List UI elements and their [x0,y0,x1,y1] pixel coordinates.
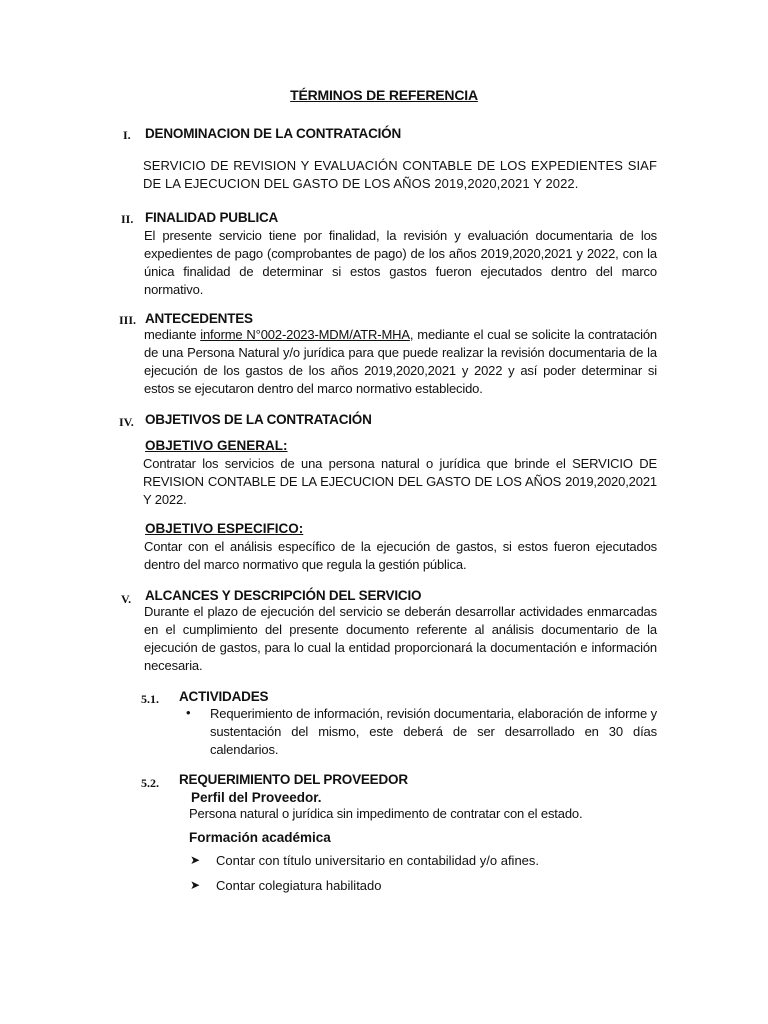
section-number: III. [119,313,137,327]
section-body: El presente servicio tiene por finalidad, la revisión y evaluación documentaria de los expedientes de pago (comprobantes de pago) de los años 2019,2020,2021 y 2022, con la única finalidad de determinar si estos gastos fueron ejecutados dentro del marco normativo. [144,228,657,297]
subsection-number: 5.2. [141,776,159,790]
section-heading: ANTECEDENTES [145,311,253,326]
list-item-text: Contar con título universitario en contabilidad y/o afines. [216,853,540,868]
objetivo-especifico-heading: OBJETIVO ESPECIFICO: [145,521,304,536]
subsection-number: 5.1. [141,692,159,706]
list-item [190,878,657,893]
bullet-icon: • [186,705,191,720]
section-number: II. [121,212,134,226]
perfil-body: Persona natural o jurídica sin impedimento de contratar con el estado. [189,806,583,821]
section-heading: ALCANCES Y DESCRIPCIÓN DEL SERVICIO [145,588,422,603]
objetivo-general-body: Contratar los servicios de una persona natural o jurídica que brinde el SERVICIO DE REVISION CONTABLE DE LA EJECUCION DEL GASTO DE LOS AÑOS 2019,2020,2021 Y 2022. [143,456,657,507]
section-heading: FINALIDAD PUBLICA [145,210,279,225]
informe-reference-link[interactable]: informe N°002-2023-MDM/ATR-MHA [200,327,410,342]
list-item-text: Contar colegiatura habilitado [216,878,382,893]
body-text: , mediante el cual se solicite la contratación de una Persona Natural y/o jurídica para que puede realizar la revisión documentaria de la ejecución de los gastos de los años 2019,2020,2021 y 2022 y así poder determinar si estos se ejecutaron dentro del marco normativo establecido. [144,327,657,396]
list-item [190,853,657,868]
body-text: mediante [144,327,201,342]
arrow-bullet-icon: ➤ [190,878,201,892]
section-number: IV. [119,415,134,429]
section-heading: OBJETIVOS DE LA CONTRATACIÓN [145,412,372,427]
objetivo-general-heading: OBJETIVO GENERAL: [145,438,288,453]
section-heading: DENOMINACION DE LA CONTRATACIÓN [145,126,402,141]
document-title: TÉRMINOS DE REFERENCIA [290,87,478,103]
formacion-heading: Formación académica [189,830,331,845]
objetivo-especifico-body: Contar con el análisis específico de la ejecución de gastos, si estos fueron ejecutados dentro del marco normativo que regula la gestión pública. [144,539,657,572]
section-body: Durante el plazo de ejecución del servicio se deberán desarrollar actividades enmarcadas en el cumplimiento del presente documento referente al análisis documentario de la ejecución de gastos, para lo cual la entidad proporcionará la documentación e información necesaria. [144,604,657,673]
list-item-text: Requerimiento de información, revisión documentaria, elaboración de informe y sustentación del mismo, este deberá de ser desarrollado en 30 días calendarios. [210,706,657,757]
subsection-heading: ACTIVIDADES [179,689,269,704]
section-number: I. [123,128,131,142]
arrow-bullet-icon: ➤ [190,853,201,867]
section-number: V. [121,592,132,606]
perfil-heading: Perfil del Proveedor. [191,790,322,805]
subsection-heading: REQUERIMIENTO DEL PROVEEDOR [179,772,408,787]
section-body: SERVICIO DE REVISION Y EVALUACIÓN CONTABLE DE LOS EXPEDIENTES SIAF DE LA EJECUCION DEL GASTO DE LOS AÑOS 2019,2020,2021 Y 2022. [143,158,657,191]
list-item [186,705,657,759]
section-body [144,326,657,398]
